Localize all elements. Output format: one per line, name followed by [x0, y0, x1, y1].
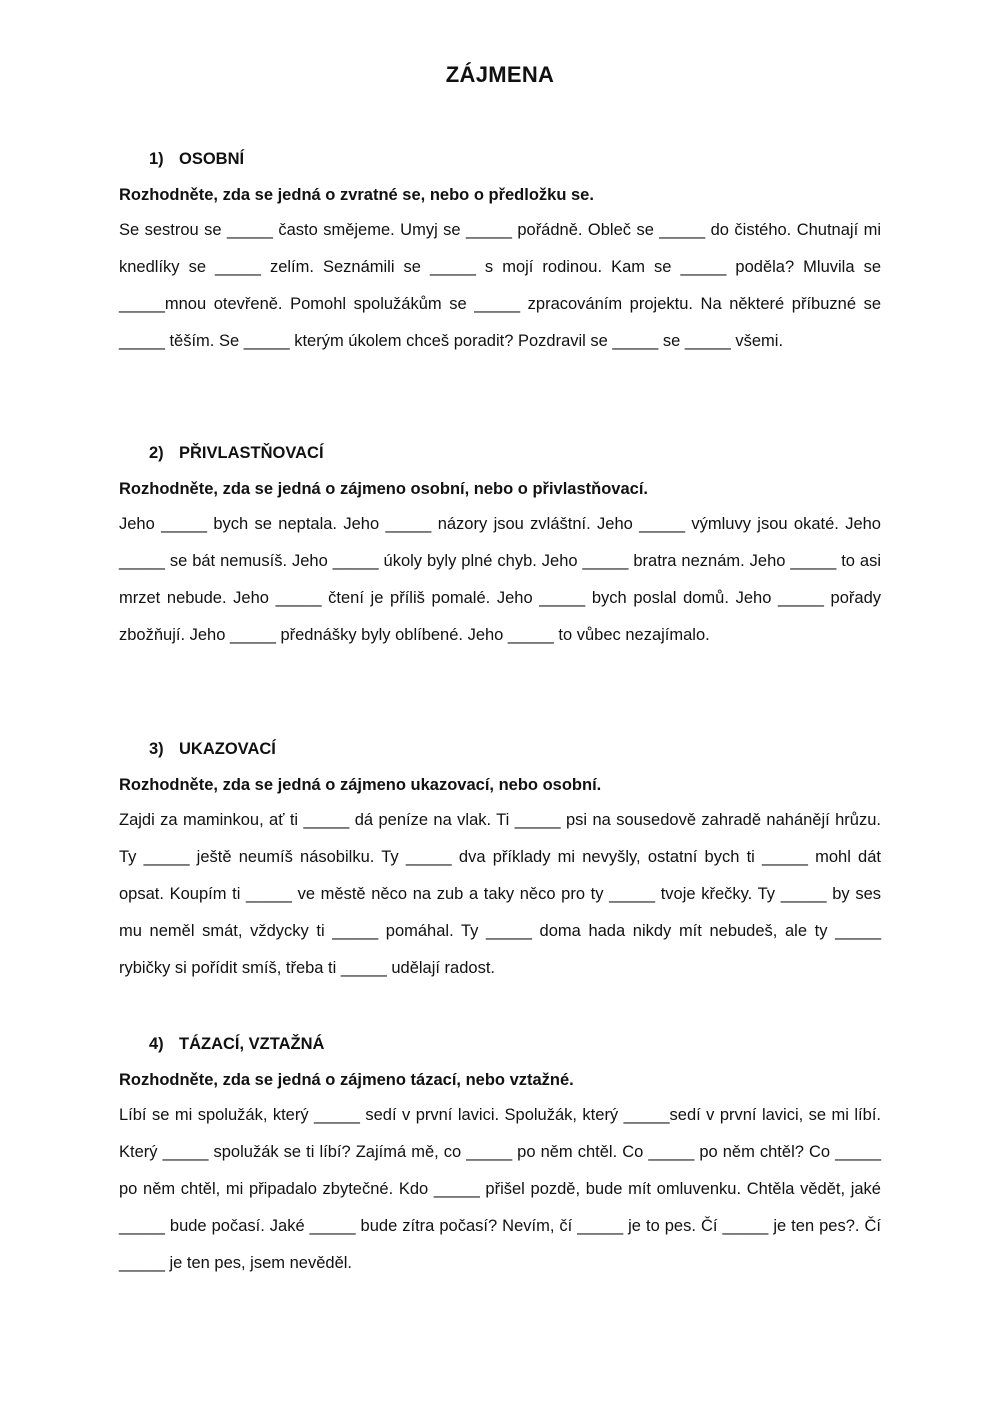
section-tazaci-vztazna — [119, 1033, 881, 1282]
section-osobni — [119, 148, 881, 360]
section-instruction: Rozhodněte, zda se jedná o zájmeno tázací, nebo vztažné. — [119, 1071, 574, 1089]
section-number: 3) — [149, 740, 164, 758]
section-heading-label: PŘIVLASTŇOVACÍ — [179, 444, 324, 462]
section-heading — [149, 442, 881, 464]
section-heading-label: OSOBNÍ — [179, 150, 245, 168]
page-title: ZÁJMENA — [445, 62, 555, 87]
section-heading — [149, 1033, 881, 1055]
section-number: 2) — [149, 444, 164, 462]
section-instruction: Rozhodněte, zda se jedná o zájmeno ukazovací, nebo osobní. — [119, 776, 602, 794]
section-number: 1) — [149, 150, 164, 168]
exercise-text: Se sestrou se _____ často smějeme. Umyj se _____ pořádně. Obleč se _____ do čistého. Chutnají mi knedlíky se _____ zelím. Seznámili se _____ s mojí rodinou. Kam se _____ poděla? Mluvila se _____mnou otevřeně. Pomohl spolužákům se _____ zpracováním projektu. Na některé příbuzné se _____ těším. Se _____ kterým úkolem chceš poradit? Pozdravil se _____ se _____ všemi. — [119, 221, 881, 350]
section-instruction: Rozhodněte, zda se jedná o zvratné se, nebo o předložku se. — [119, 186, 594, 204]
section-heading-label: UKAZOVACÍ — [179, 740, 276, 758]
section-heading-label: TÁZACÍ, VZTAŽNÁ — [179, 1035, 325, 1053]
section-instruction: Rozhodněte, zda se jedná o zájmeno osobní, nebo o přivlastňovací. — [119, 480, 648, 498]
exercise-text: Zajdi za maminkou, ať ti _____ dá peníze na vlak. Ti _____ psi na sousedově zahradě nahánějí hrůzu. Ty _____ ještě neumíš násobilku. Ty _____ dva příklady mi nevyšly, ostatní bych ti _____ mohl dát opsat. Koupím ti _____ ve městě něco na zub a taky něco pro ty _____ tvoje křečky. Ty _____ by ses mu neměl smát, vždycky ti _____ pomáhal. Ty _____ doma hada nikdy mít nebudeš, ale ty _____ rybičky si pořídit smíš, třeba ti _____ udělají radost. — [119, 811, 881, 977]
section-ukazovaci — [119, 738, 881, 987]
exercise-text: Jeho _____ bych se neptala. Jeho _____ názory jsou zvláštní. Jeho _____ výmluvy jsou okaté. Jeho _____ se bát nemusíš. Jeho _____ úkoly byly plné chyb. Jeho _____ bratra neznám. Jeho _____ to asi mrzet nebude. Jeho _____ čtení je příliš pomalé. Jeho _____ bych poslal domů. Jeho _____ pořady zbožňují. Jeho _____ přednášky byly oblíbené. Jeho _____ to vůbec nezajímalo. — [119, 515, 881, 644]
exercise-text: Líbí se mi spolužák, který _____ sedí v první lavici. Spolužák, který _____sedí v první lavici, se mi líbí. Který _____ spolužák se ti líbí? Zajímá mě, co _____ po něm chtěl. Co _____ po něm chtěl? Co _____ po něm chtěl, mi připadalo zbytečné. Kdo _____ přišel pozdě, bude mít omluvenku. Chtěla vědět, jaké _____ bude počasí. Jaké _____ bude zítra počasí? Nevím, čí _____ je to pes. Čí _____ je ten pes?. Čí _____ je ten pes, jsem nevěděl. — [119, 1106, 881, 1272]
section-heading — [149, 738, 881, 760]
section-privlastnovaci — [119, 442, 881, 654]
section-number: 4) — [149, 1035, 164, 1053]
section-heading — [149, 148, 881, 170]
